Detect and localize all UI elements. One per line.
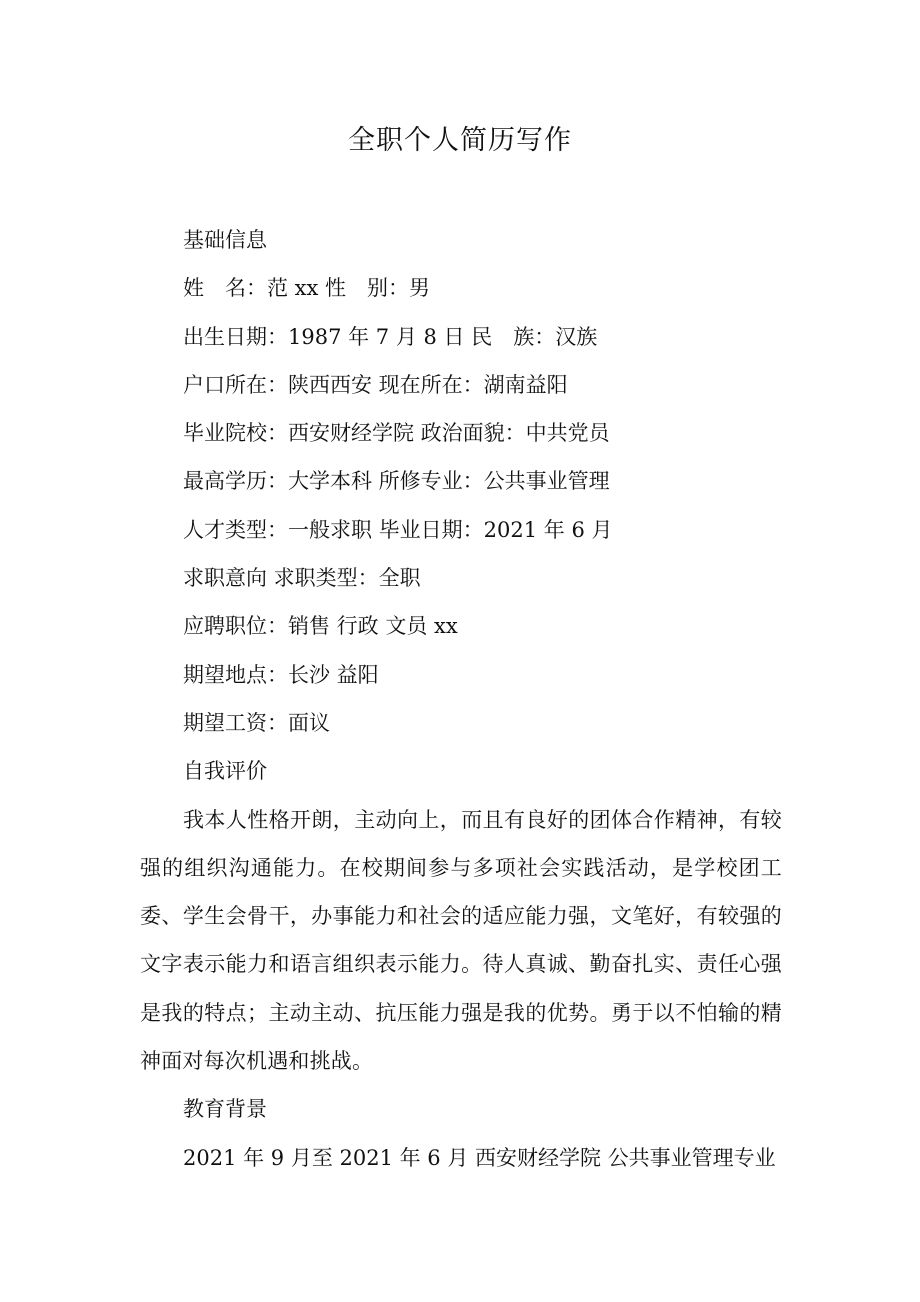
name-gender-line: 姓 名：范 xx 性 别：男 [183,276,431,301]
education-entry: 2021 年 9 月至 2021 年 6 月 西安财经学院 公共事业管理专业 [183,1145,776,1170]
section-heading-self-evaluation: 自我评价 [183,759,267,784]
self-evaluation-paragraph: 我本人性格开朗，主动向上，而且有良好的团体合作精神，有较强的组织沟通能力。在校期间参与多项社会实践活动，是学校团工委、学生会骨干，办事能力和社会的适应能力强，文笔好，有较强的文字表示能力和语言组织表示能力。待人真诚、勤奋扎实、责任心强是我的特点；主动主动、抗压能力强是我的优势。勇于以不怕输的精神面对每次机遇和挑战。 [140,807,782,1074]
salary-line: 期望工资：面议 [183,710,330,735]
job-intention-line: 求职意向 求职类型：全职 [183,566,421,591]
section-heading-basic-info: 基础信息 [183,228,267,252]
talent-graduation-line: 人才类型：一般求职 毕业日期：2021 年 6 月 [183,517,613,542]
section-heading-education: 教育背景 [183,1097,267,1122]
education-major-line: 最高学历：大学本科 所修专业：公共事业管理 [183,469,610,494]
page-title: 全职个人简历写作 [348,125,572,156]
birth-ethnicity-line: 出生日期：1987 年 7 月 8 日 民 族：汉族 [183,324,598,349]
location-line: 期望地点：长沙 益阳 [183,662,379,687]
school-politics-line: 毕业院校：西安财经学院 政治面貌：中共党员 [183,421,610,446]
document-body [140,216,782,1182]
residence-line: 户口所在：陕西西安 现在所在：湖南益阳 [183,372,568,397]
position-line: 应聘职位：销售 行政 文员 xx [183,614,458,639]
